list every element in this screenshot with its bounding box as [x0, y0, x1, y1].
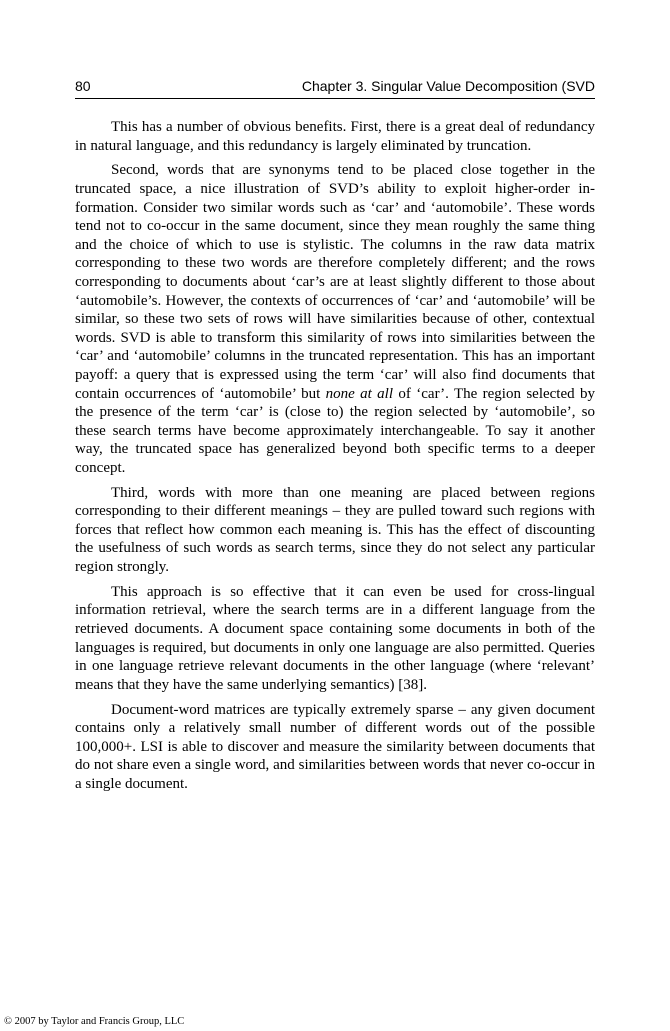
copyright-footer: © 2007 by Taylor and Francis Group, LLC [4, 1016, 185, 1027]
paragraph-text: of ‘car’. The region selected by the presence of the term ‘car’ is (close to) the region selected by ‘automobile’, so these search terms have become approximately interchangeable. To say it another way, the truncated space has generalized beyond both specific terms to a deeper concept. [75, 385, 595, 476]
running-header [75, 76, 595, 99]
paragraph-text: Second, words that are synonyms tend to be placed close together in the truncated space, a nice illustration of SVD’s ability to exploit higher-order information. Consider two similar words such as ‘car’ and ‘automobile’. These words tend not to co-occur in the same document, since they mean roughly the same thing and the choice of which to use is stylistic. The columns in the raw data matrix corresponding to these two words are therefore completely different; and the rows corresponding to documents about ‘car’s are at least slightly different to those about ‘automobile’s. However, the contexts of occurrences of ‘car’ and ‘automobile’ will be similar, so these two sets of rows will have similarities because of other, contextual words. SVD is able to transform this similarity of rows into similarities between the ‘car’ and ‘automobile’ columns in the truncated representation. This has an important payoff: a query that is expressed using the term ‘car’ will also find documents that contain occurrences of ‘automobile’ but [75, 162, 595, 402]
emphasized-text: none at all [325, 385, 394, 402]
paragraph-benefits: This has a number of obvious benefits. First, there is a great deal of redundancy in natural language, and this redundancy is largely eliminated by truncation. [75, 119, 595, 154]
paragraph-multiple-meanings: Third, words with more than one meaning are placed between regions corresponding to their different meanings – they are pulled toward such regions with forces that reflect how common each meaning is. This has the effect of discounting the usefulness of such words as search terms, since they do not select any particular region strongly. [75, 484, 595, 576]
paragraph-cross-lingual: This approach is so effective that it can even be used for cross-lingual information retrieval, where the search terms are in a different language from the retrieved documents. A document space containing some documents in both of the languages is required, but documents in only one language are also permitted. Queries in one language retrieve relevant documents in the other language (where ‘relevant’ means that they have the same underlying semantics) [38]. [75, 583, 595, 693]
paragraph-sparse-matrices: Document-word matrices are typically extremely sparse – any given document contains only a relatively small number of different words out of the possible 100,000+. LSI is able to discover and measure the similarity between documents that do not share even a single word, and similarities between words that never co-occur in a single document. [75, 701, 595, 792]
body-text [75, 118, 595, 800]
chapter-title: Chapter 3. Singular Value Decomposition (SVD [301, 78, 595, 94]
page-number: 80 [75, 78, 91, 94]
paragraph-synonyms [75, 161, 595, 477]
